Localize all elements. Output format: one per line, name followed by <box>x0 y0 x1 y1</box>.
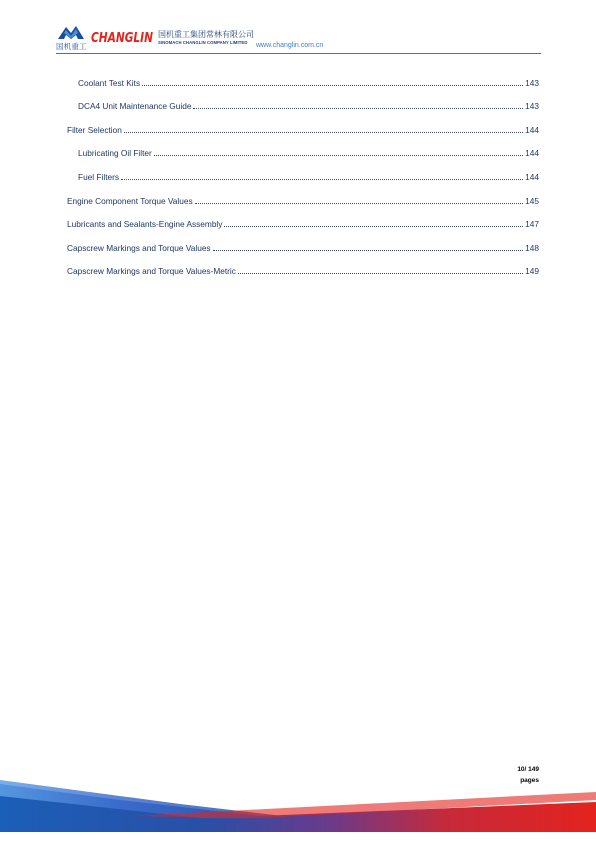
toc-entry-title: Coolant Test Kits <box>78 77 141 88</box>
company-name-english: SINOMACH CHANGLIN COMPANY LIMITED <box>158 40 248 45</box>
toc-entry-page: 143 <box>525 77 539 88</box>
toc-entry-title: Capscrew Markings and Torque Values-Metric <box>67 266 236 277</box>
toc-dot-leader <box>238 273 523 274</box>
toc-entry-page: 143 <box>525 101 539 112</box>
toc-entry[interactable] <box>67 208 539 232</box>
toc-entry[interactable] <box>67 113 539 137</box>
toc-dot-leader <box>121 179 523 180</box>
svg-text:CHANGLIN: CHANGLIN <box>91 31 154 46</box>
footer-decorative-band <box>0 772 596 832</box>
page-number-label: pages <box>520 777 539 784</box>
company-logo-icon <box>56 24 86 40</box>
toc-entry-page: 144 <box>525 148 539 159</box>
toc-entry-page: 148 <box>525 242 539 253</box>
toc-entry-title: DCA4 Unit Maintenance Guide <box>78 101 192 112</box>
logo-caption: 国机重工 <box>56 42 87 51</box>
changlin-wordmark-logo <box>91 28 155 46</box>
toc-entry[interactable] <box>67 66 539 90</box>
toc-dot-leader <box>142 85 523 86</box>
toc-entry[interactable] <box>67 255 539 279</box>
toc-entry[interactable] <box>67 184 539 208</box>
page-header <box>0 0 596 58</box>
toc-entry-page: 144 <box>525 124 539 135</box>
toc-entry-title: Fuel Filters <box>78 171 120 182</box>
company-name-chinese: 国机重工集团常林有限公司 <box>158 30 254 39</box>
toc-entry-title: Capscrew Markings and Torque Values <box>67 242 211 253</box>
website-link[interactable]: www.changlin.com.cn <box>256 42 324 49</box>
toc-entry-page: 145 <box>525 195 539 206</box>
toc-dot-leader <box>154 155 523 156</box>
toc-entry[interactable] <box>67 90 539 114</box>
toc-dot-leader <box>213 250 524 251</box>
toc-entry[interactable] <box>67 160 539 184</box>
toc-entry-page: 147 <box>525 219 539 230</box>
header-divider <box>56 53 541 54</box>
toc-entry-title: Filter Selection <box>67 124 122 135</box>
toc-dot-leader <box>224 226 523 227</box>
toc-entry-title: Engine Component Torque Values <box>67 195 193 206</box>
table-of-contents <box>67 66 539 278</box>
toc-entry-title: Lubricating Oil Filter <box>78 148 152 159</box>
toc-entry-title: Lubricants and Sealants-Engine Assembly <box>67 219 223 230</box>
toc-dot-leader <box>193 108 523 109</box>
toc-dot-leader <box>195 203 524 204</box>
toc-entry-page: 144 <box>525 171 539 182</box>
toc-entry-page: 149 <box>525 266 539 277</box>
toc-dot-leader <box>124 132 523 133</box>
page-number-value: 10/ 149 <box>517 766 539 773</box>
toc-entry[interactable] <box>67 231 539 255</box>
toc-entry[interactable] <box>67 137 539 161</box>
